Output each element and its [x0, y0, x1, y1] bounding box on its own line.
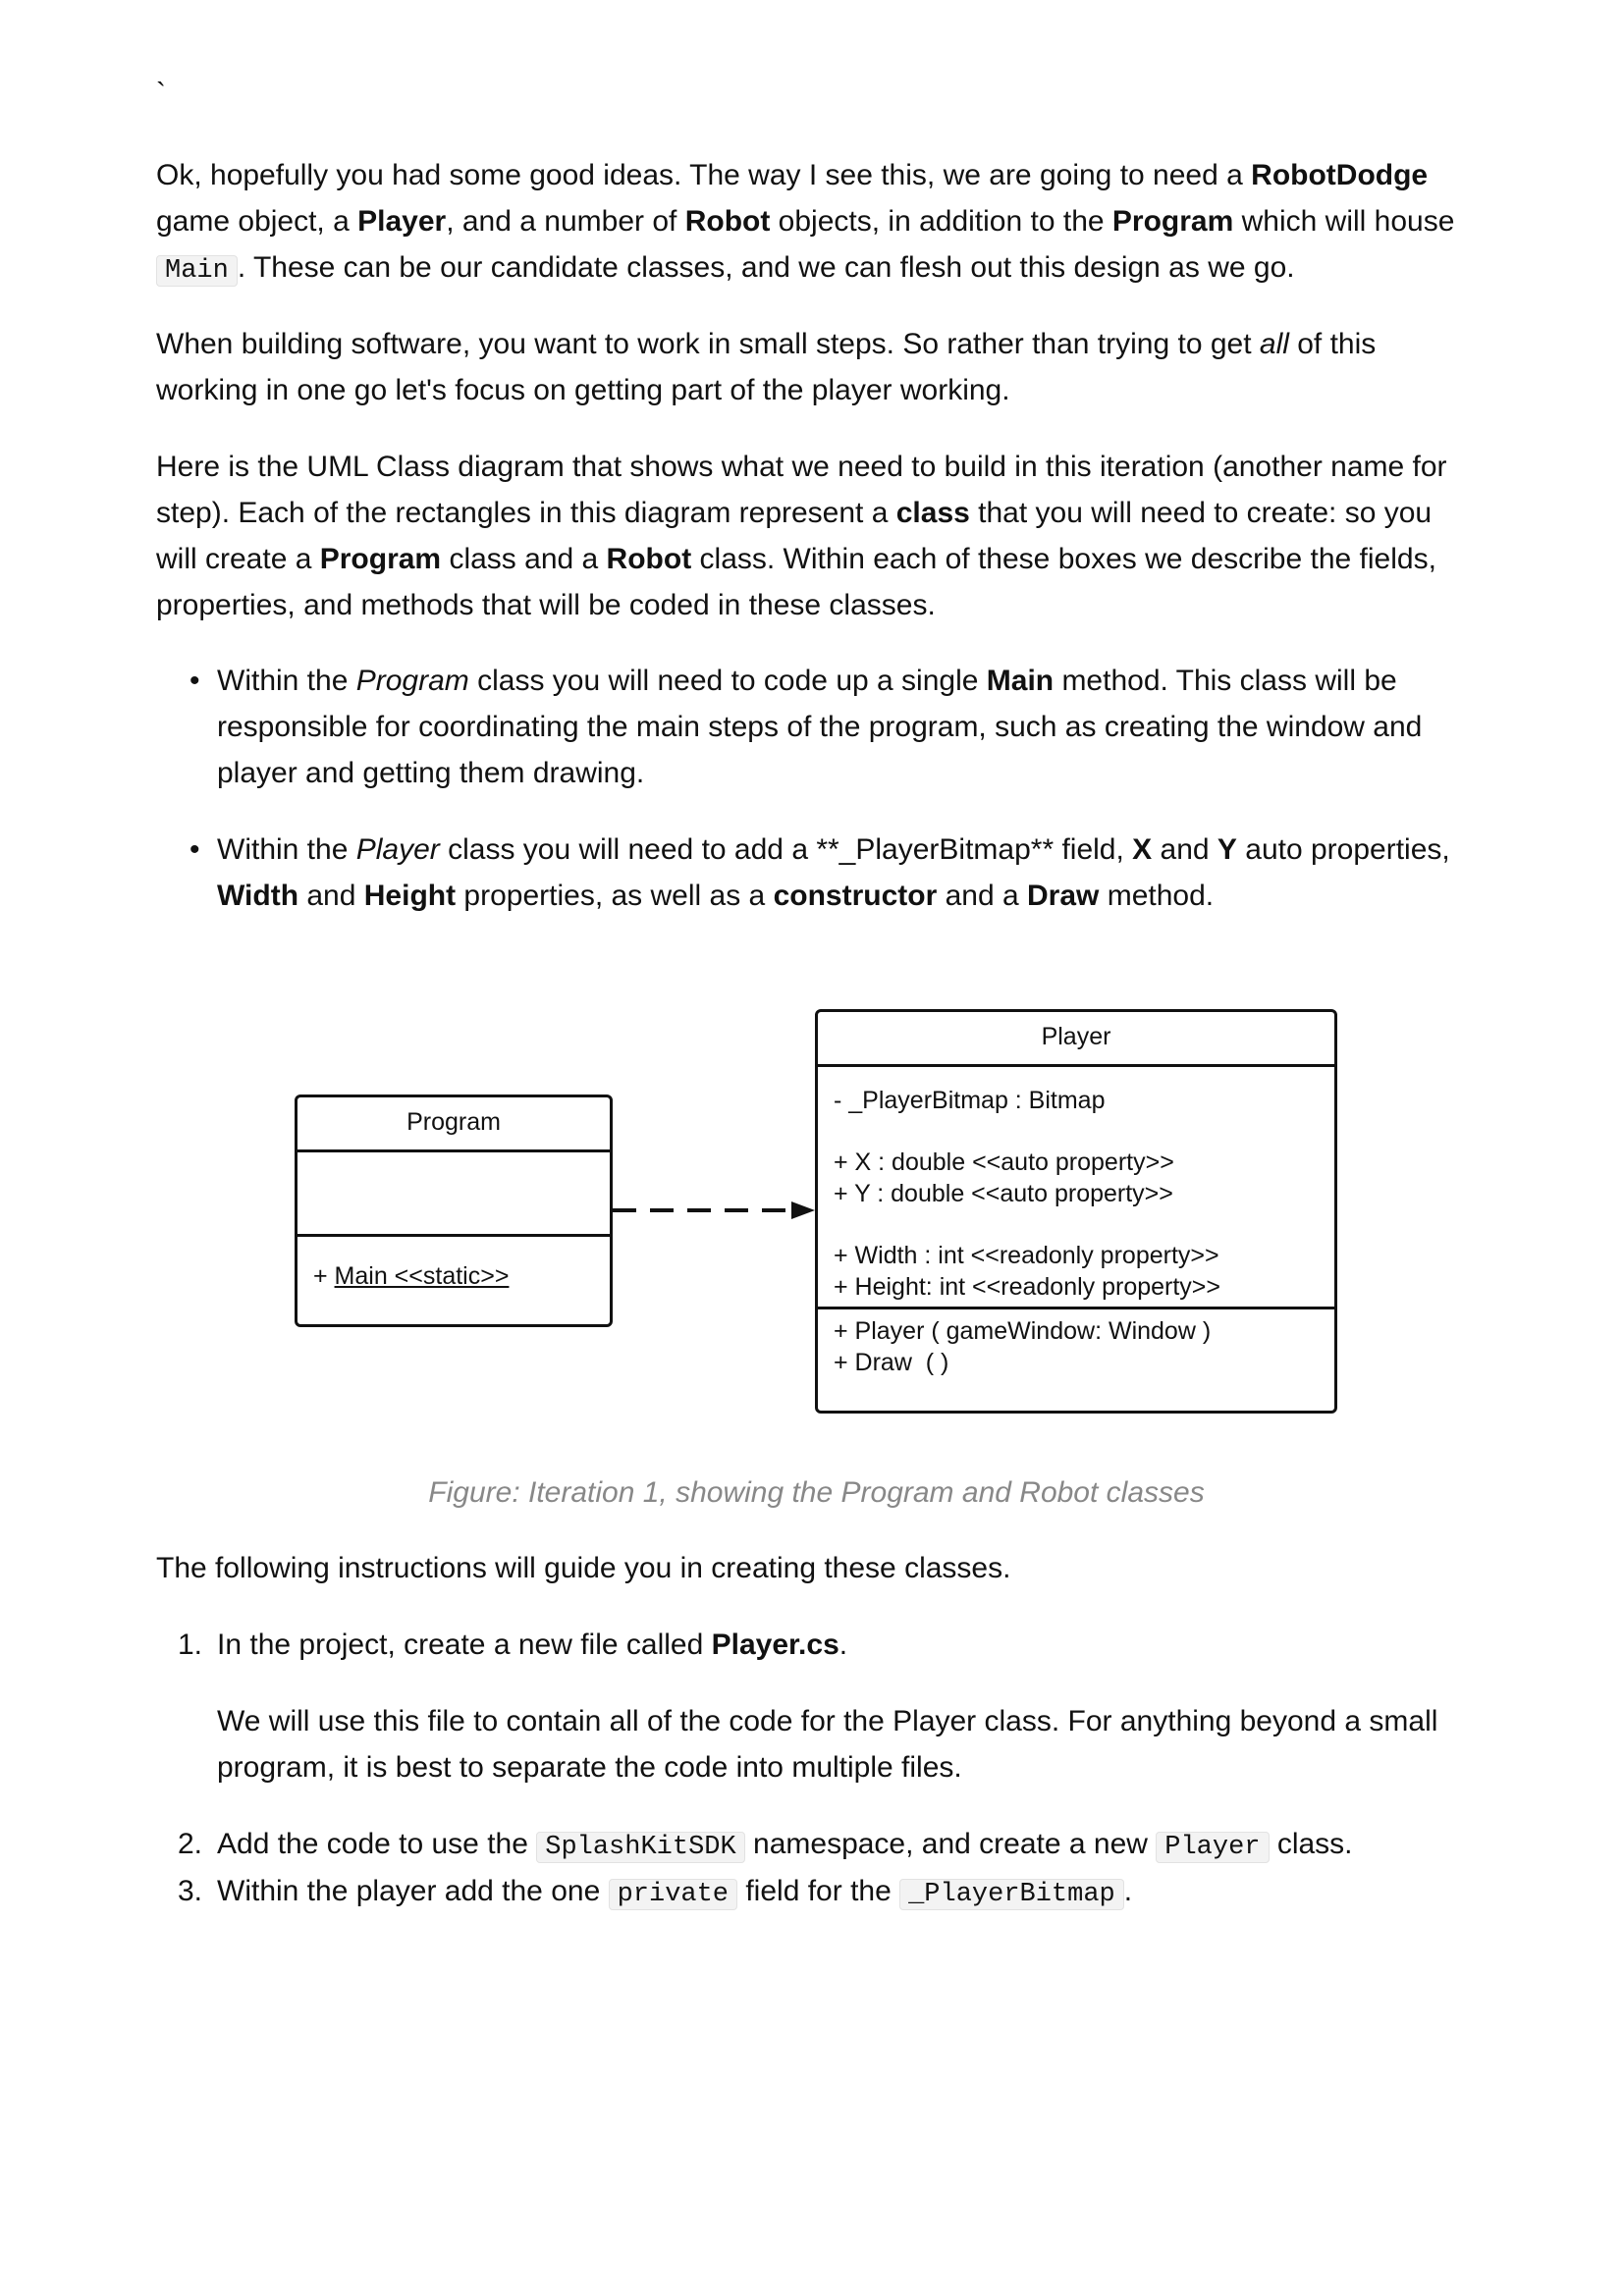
bold-text: Program: [1111, 205, 1234, 238]
text-run: game object, a: [156, 205, 358, 238]
text-run: class and a: [441, 543, 607, 575]
methods-section: [298, 1234, 610, 1292]
bold-text: Height: [363, 880, 457, 912]
stray-backtick: `: [156, 78, 166, 110]
text-run: When building software, you want to work in small steps. So rather than trying to get: [156, 328, 1260, 360]
figure-caption: Figure: Iteration 1, showing the Program and Robot classes: [428, 1476, 1205, 1509]
bold-text: Program: [319, 543, 442, 575]
method: + Draw ( ): [834, 1349, 949, 1376]
text-run: Within the: [217, 833, 356, 866]
class-name: Program: [406, 1108, 501, 1136]
text-run: auto properties,: [1236, 833, 1450, 866]
text-run: field for the: [737, 1875, 900, 1907]
step-text: [217, 1629, 847, 1661]
uml-class-program: [295, 1095, 613, 1327]
bold-text: Player.cs: [711, 1629, 839, 1661]
text-run: method. This class will be responsible for coordinating the main steps of the program, such as creating the window and player and getting them drawing.: [217, 665, 1423, 789]
bullet-icon: •: [189, 833, 200, 866]
method-main: Main <<static>>: [334, 1262, 510, 1290]
fields-section: [298, 1149, 610, 1234]
arrowhead-icon: [791, 1201, 815, 1219]
step-item: [178, 1622, 1477, 1668]
method: + Player ( gameWindow: Window ): [834, 1317, 1212, 1345]
step-item: [178, 1821, 1477, 1871]
uml-class-player: [815, 1009, 1337, 1414]
text-run: Add the code to use the: [217, 1828, 537, 1860]
italic-text: Player: [355, 833, 440, 866]
visibility-marker: +: [313, 1262, 335, 1290]
inline-code: private: [609, 1879, 737, 1910]
bold-text: Draw: [1027, 880, 1100, 912]
bold-text: Main: [986, 665, 1055, 697]
text-run: , and a number of: [446, 205, 685, 238]
text-run: .: [1123, 1875, 1133, 1907]
uml-description-paragraph: [156, 444, 1477, 628]
text-run: method.: [1099, 880, 1215, 912]
dependency-arrow: [613, 1198, 819, 1227]
field: + Width : int <<readonly property>>: [834, 1242, 1219, 1269]
bullet-item: [189, 658, 1477, 796]
bold-text: class: [895, 497, 970, 529]
inline-code: SplashKitSDK: [536, 1832, 744, 1863]
text-run: which will house: [1233, 205, 1455, 238]
bullet-text: [217, 665, 1422, 789]
text-run: and a: [937, 880, 1028, 912]
step-number: 2.: [178, 1828, 203, 1860]
step-number: 1.: [178, 1629, 203, 1661]
step-number: 3.: [178, 1875, 203, 1907]
text-run: The following instructions will guide you in creating these classes.: [156, 1552, 1011, 1584]
text-run: class.: [1269, 1828, 1353, 1860]
step-text: [217, 1828, 1353, 1860]
bullet-item: [189, 827, 1477, 919]
text-run: and: [298, 880, 364, 912]
text-run: and: [1152, 833, 1217, 866]
bold-text: X: [1132, 833, 1153, 866]
text-run: class you will need to code up a single: [468, 665, 987, 697]
text-run: .: [839, 1629, 848, 1661]
bold-text: Y: [1217, 833, 1237, 866]
text-run: that you will need to create: so you will create a: [156, 497, 1433, 575]
text-run: Ok, hopefully you had some good ideas. The way I see this, we are going to need a: [156, 159, 1252, 191]
bullet-icon: •: [189, 665, 200, 697]
fields-section: [818, 1064, 1334, 1307]
methods-section: [818, 1307, 1334, 1378]
bold-text: constructor: [773, 880, 938, 912]
text-run: In the project, create a new file called: [217, 1629, 712, 1661]
text-run: of this working in one go let's focus on getting part of the player working.: [156, 328, 1377, 406]
field: + X : double <<auto property>>: [834, 1148, 1174, 1176]
small-steps-paragraph: [156, 321, 1477, 413]
field: - _PlayerBitmap : Bitmap: [834, 1087, 1106, 1114]
inline-code: _PlayerBitmap: [899, 1879, 1124, 1910]
bold-text: Width: [217, 880, 299, 912]
field: + Y : double <<auto property>>: [834, 1180, 1173, 1207]
text-run: Within the: [217, 665, 356, 697]
bold-text: Robot: [606, 543, 692, 575]
bold-text: Player: [357, 205, 447, 238]
text-run: We will use this file to contain all of the code for the Player class. For anything beyond a small program, it is best to separate the code into multiple files.: [217, 1705, 1438, 1784]
text-run: class you will need to add a **_PlayerBitmap** field,: [439, 833, 1133, 866]
text-run: Here is the UML Class diagram that shows what we need to build in this iteration (another name for step). Each of the rectangles in this diagram represent a: [156, 451, 1447, 529]
bold-text: Robot: [684, 205, 771, 238]
text-run: objects, in addition to the: [770, 205, 1112, 238]
field: + Height: int <<readonly property>>: [834, 1273, 1221, 1301]
text-run: Within the player add the one: [217, 1875, 609, 1907]
inline-code: Player: [1156, 1832, 1269, 1863]
step-item: [178, 1868, 1477, 1918]
bullet-text: [217, 833, 1450, 912]
class-name: Player: [1041, 1023, 1111, 1050]
bold-text: RobotDodge: [1251, 159, 1429, 191]
step-subparagraph: [217, 1698, 1477, 1790]
text-run: namespace, and create a new: [744, 1828, 1157, 1860]
intro-paragraph: [156, 152, 1477, 294]
text-run: . These can be our candidate classes, and we can flesh out this design as we go.: [237, 251, 1295, 284]
text-run: class. Within each of these boxes we describe the fields, properties, and methods that will be coded in these classes.: [156, 543, 1436, 621]
step-text: [217, 1875, 1132, 1907]
instructions-intro: [156, 1545, 1477, 1591]
italic-text: all: [1259, 328, 1289, 360]
italic-text: Program: [355, 665, 469, 697]
inline-code: Main: [156, 255, 238, 287]
text-run: properties, as well as a: [456, 880, 774, 912]
